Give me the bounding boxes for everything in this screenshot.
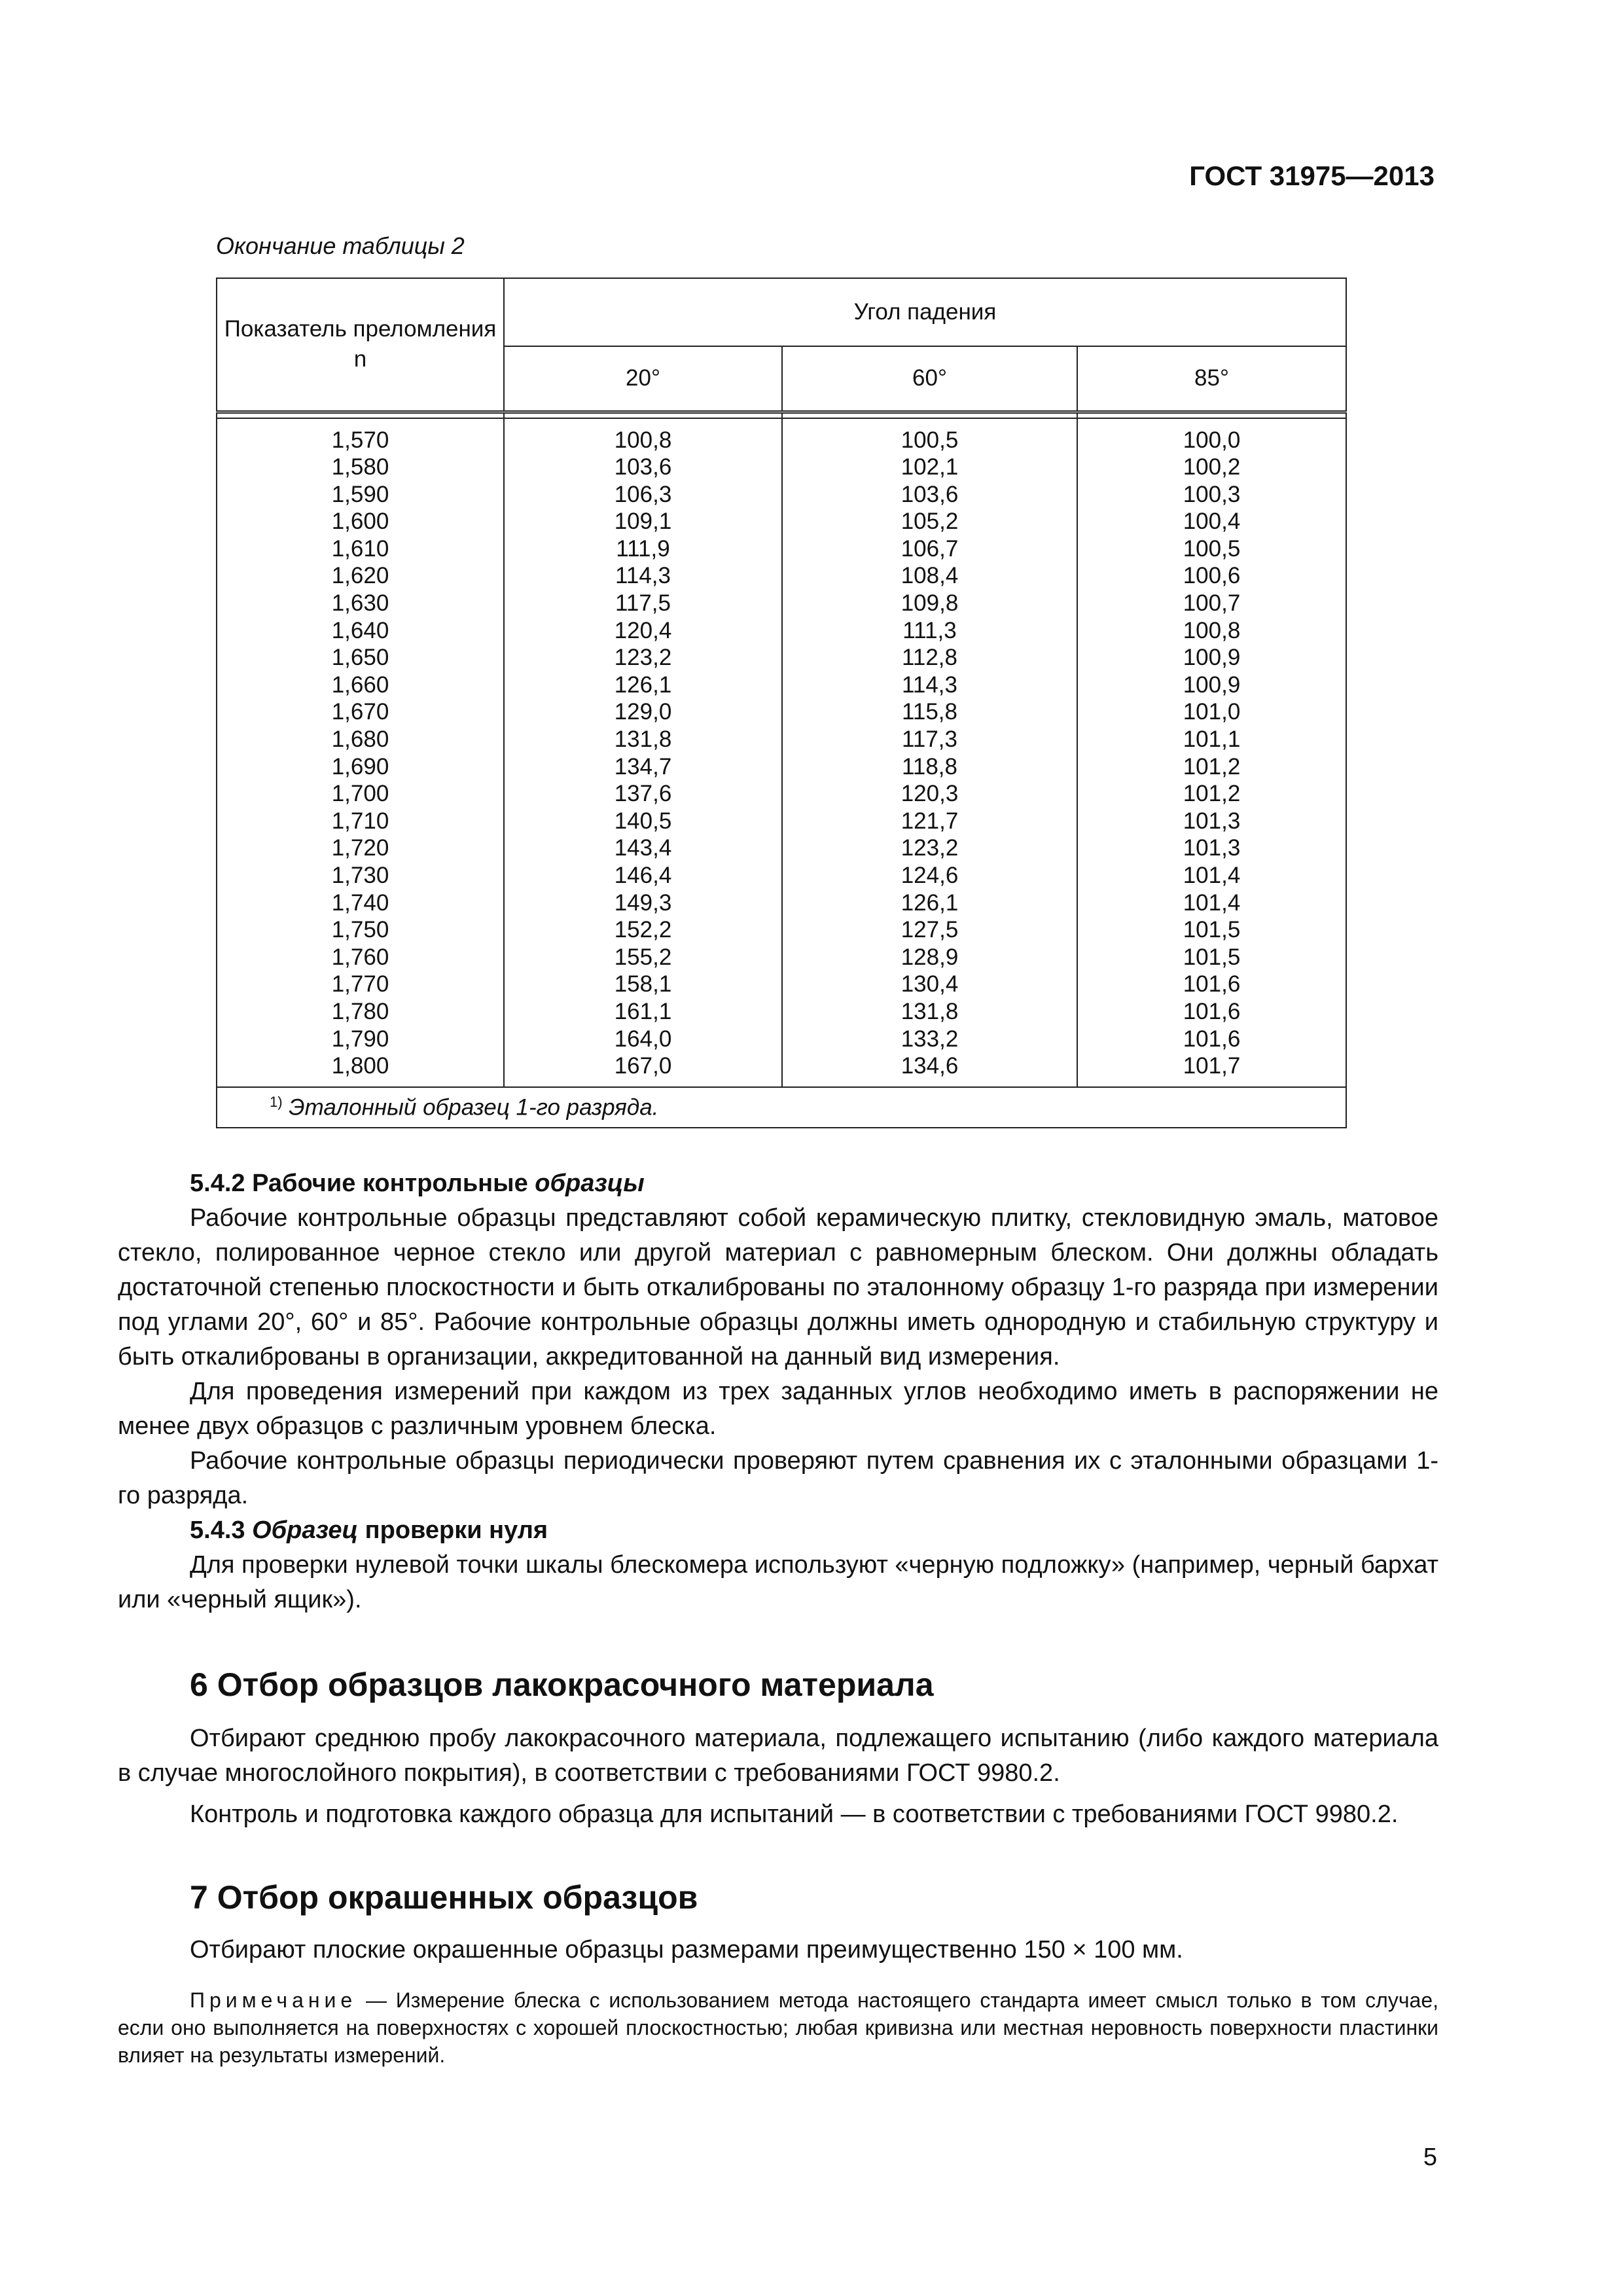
column-angle-85-values	[1077, 418, 1346, 1087]
table-cell: 161,1	[614, 998, 672, 1024]
section-7	[118, 1933, 1438, 1967]
table-cell: 1,770	[331, 971, 389, 997]
table-cell: 114,3	[902, 672, 957, 698]
table-cell: 102,1	[901, 454, 959, 480]
document-header: ГОСТ 31975—2013	[1189, 160, 1435, 191]
table-cell: 126,1	[614, 672, 672, 698]
table-cell: 115,8	[902, 699, 957, 725]
table-cell: 101,2	[1183, 753, 1241, 780]
table-cell: 1,650	[331, 645, 389, 671]
table-cell: 134,7	[614, 753, 672, 780]
subsection-title	[118, 1513, 1438, 1548]
table-cell: 100,7	[1183, 590, 1241, 617]
table-cell: 109,8	[901, 590, 959, 617]
table-cell: 108,4	[901, 563, 959, 589]
table-cell: 100,5	[901, 427, 959, 453]
note	[118, 1986, 1438, 2069]
table-cell: 155,2	[614, 944, 672, 970]
note-label: Примечание	[190, 1988, 357, 2012]
table-cell: 121,7	[901, 808, 959, 834]
table-cell: 101,7	[1183, 1053, 1241, 1079]
table-cell: 152,2	[614, 917, 672, 943]
col-header-angle-85: 85°	[1077, 346, 1346, 412]
table-cell: 129,0	[614, 699, 672, 725]
table-cell: 1,700	[331, 781, 389, 807]
table-cell: 106,7	[901, 535, 959, 562]
table-cell: 101,3	[1183, 835, 1241, 861]
table-cell: 1,630	[331, 590, 389, 617]
table-cell: 123,2	[901, 835, 959, 861]
table-cell: 1,720	[331, 835, 389, 861]
table-cell: 133,2	[901, 1026, 959, 1052]
table-cell: 101,5	[1183, 917, 1241, 943]
table-cell: 1,800	[331, 1053, 389, 1079]
table-cell: 101,4	[1183, 889, 1241, 916]
page-number: 5	[1423, 2144, 1437, 2171]
section-7-title: 7 Отбор окрашенных образцов	[190, 1879, 698, 1916]
paragraph: Рабочие контрольные образцы представляют собой керамическую плитку, стекловидную эмаль, матовое стекло, полированное черное стекло или другой материал с равномерным блеском. Они должны обладать достаточной степенью плоскостности и быть откалиброваны по эталонному образцу 1-го разряда при измерении под углами 20°, 60° и 85°. Рабочие контрольные образцы должны иметь однородную и стабильную структуру и быть откалиброваны в организации, аккредитованной на данный вид измерения.	[118, 1204, 1438, 1371]
table-cell: 134,6	[901, 1053, 959, 1079]
table-cell: 120,3	[901, 781, 959, 807]
table-cell: 109,1	[614, 509, 672, 535]
table-cell: 101,6	[1183, 1026, 1241, 1052]
table-cell: 106,3	[614, 481, 672, 507]
table-footnote	[217, 1087, 1346, 1128]
section-6-title: 6 Отбор образцов лакокрасочного материала	[190, 1666, 934, 1703]
table-cell: 100,3	[1183, 481, 1241, 507]
paragraph: Контроль и подготовка каждого образца для испытаний — в соответствии с требованиями ГОСТ 9980.2.	[190, 1801, 1399, 1828]
note-text: — Измерение блеска с использованием метода настоящего стандарта имеет смысл только в том случае, если оно выполняется на поверхностях с хорошей плоскостностью; любая кривизна или местная неровность поверхности пластинки влияет на результаты измерений.	[118, 1988, 1438, 2067]
subsection-title-part: проверки нуля	[358, 1516, 548, 1544]
table-cell: 118,8	[902, 753, 957, 780]
table-cell: 100,9	[1183, 645, 1241, 671]
table-cell: 1,740	[331, 889, 389, 916]
table-cell: 111,3	[902, 617, 957, 643]
section-5-4-2	[118, 1166, 1438, 1617]
paragraph: Отбирают плоские окрашенные образцы размерами преимущественно 150 × 100 мм.	[190, 1936, 1183, 1964]
table-cell: 101,5	[1183, 944, 1241, 970]
table-cell: 1,620	[331, 563, 389, 589]
table-cell: 124,6	[901, 863, 959, 888]
table-cell: 100,9	[1183, 672, 1241, 698]
subsection-title-part: 5.4.2 Рабочие контрольные	[190, 1170, 535, 1197]
refraction-table	[216, 278, 1347, 1128]
table-cell: 1,780	[331, 998, 389, 1024]
table-cell: 100,0	[1183, 427, 1241, 453]
col-header-angle-20: 20°	[504, 346, 782, 412]
table-cell: 101,1	[1183, 726, 1241, 753]
footnote-mark: 1)	[270, 1093, 283, 1110]
table-cell: 111,9	[616, 535, 670, 562]
table-cell: 131,8	[901, 998, 959, 1024]
table-cell: 143,4	[614, 835, 672, 861]
table-cell: 158,1	[614, 971, 672, 997]
table-cell: 1,680	[331, 726, 389, 753]
table-cell: 100,8	[1183, 617, 1241, 643]
table-cell: 103,6	[901, 481, 959, 507]
table-cell: 100,5	[1183, 535, 1241, 562]
table-cell: 128,9	[901, 944, 959, 970]
table-cell: 1,660	[331, 672, 389, 698]
table-cell: 101,3	[1183, 808, 1241, 834]
table-cell: 1,600	[331, 509, 389, 535]
table-cell: 1,670	[331, 699, 389, 725]
table-cell: 137,6	[614, 781, 672, 807]
table-cell: 164,0	[614, 1026, 672, 1052]
table-cell: 100,4	[1183, 509, 1241, 535]
table-cell: 101,4	[1183, 863, 1241, 888]
column-angle-60-values	[782, 418, 1077, 1087]
table-cell: 101,6	[1183, 971, 1241, 997]
table-cell: 1,730	[331, 863, 389, 888]
table-cell: 1,750	[331, 917, 389, 943]
table-cell: 103,6	[614, 454, 672, 480]
table-cell: 1,590	[331, 481, 389, 507]
table-caption: Окончание таблицы 2	[216, 232, 465, 259]
table-cell: 127,5	[901, 917, 959, 943]
subsection-title-italic: Образец	[252, 1516, 359, 1544]
table-cell: 140,5	[614, 808, 672, 834]
table-cell: 101,0	[1183, 699, 1241, 725]
paragraph: Отбирают среднюю пробу лакокрасочного материала, подлежащего испытанию (либо каждого материала в случае многослойного покрытия), в соответствии с требованиями ГОСТ 9980.2.	[118, 1725, 1438, 1787]
section-6	[118, 1721, 1438, 1832]
paragraph: Рабочие контрольные образцы периодически проверяют путем сравнения их с эталонными образцами 1-го разряда.	[118, 1447, 1438, 1509]
table-cell: 1,690	[331, 753, 389, 780]
paragraph: Для проверки нулевой точки шкалы блескомера используют «черную подложку» (например, черный бархат или «черный ящик»).	[118, 1551, 1438, 1613]
column-angle-20-values	[504, 418, 782, 1087]
footnote-text: Эталонный образец 1-го разряда.	[289, 1094, 659, 1121]
table-cell: 1,760	[331, 944, 389, 970]
table-cell: 1,640	[331, 617, 389, 643]
table-cell: 1,790	[331, 1026, 389, 1052]
table-cell: 1,570	[331, 427, 389, 453]
table-cell: 100,8	[614, 427, 672, 453]
table-cell: 101,6	[1183, 998, 1241, 1024]
table-cell: 131,8	[614, 726, 672, 753]
table-cell: 117,5	[615, 590, 671, 617]
col-header-index: Показатель преломления n	[217, 278, 504, 412]
table-cell: 167,0	[614, 1053, 672, 1079]
table-cell: 149,3	[614, 889, 672, 916]
table-cell: 114,3	[615, 563, 671, 589]
table-cell: 1,580	[331, 454, 389, 480]
table-cell: 120,4	[614, 617, 672, 643]
subsection-title-part: 5.4.3	[190, 1516, 253, 1544]
col-header-angle-group: Угол падения	[504, 278, 1346, 346]
table-cell: 100,6	[1183, 563, 1241, 589]
paragraph: Для проведения измерений при каждом из трех заданных углов необходимо иметь в распоряжении не менее двух образцов с различным уровнем блеска.	[118, 1378, 1438, 1440]
table-cell: 112,8	[902, 645, 957, 671]
table-cell: 146,4	[614, 863, 672, 888]
table-cell: 100,2	[1183, 454, 1241, 480]
column-index-values	[217, 418, 504, 1087]
col-header-angle-60: 60°	[782, 346, 1077, 412]
table-cell: 123,2	[614, 645, 672, 671]
table-cell: 1,610	[331, 535, 389, 562]
table-cell: 126,1	[901, 889, 959, 916]
table-cell: 101,2	[1183, 781, 1241, 807]
table-cell: 117,3	[902, 726, 957, 753]
table-cell: 130,4	[901, 971, 959, 997]
subsection-title	[118, 1166, 1438, 1201]
table-cell: 1,710	[331, 808, 389, 834]
subsection-title-italic: образцы	[535, 1170, 645, 1197]
table-cell: 105,2	[901, 509, 959, 535]
